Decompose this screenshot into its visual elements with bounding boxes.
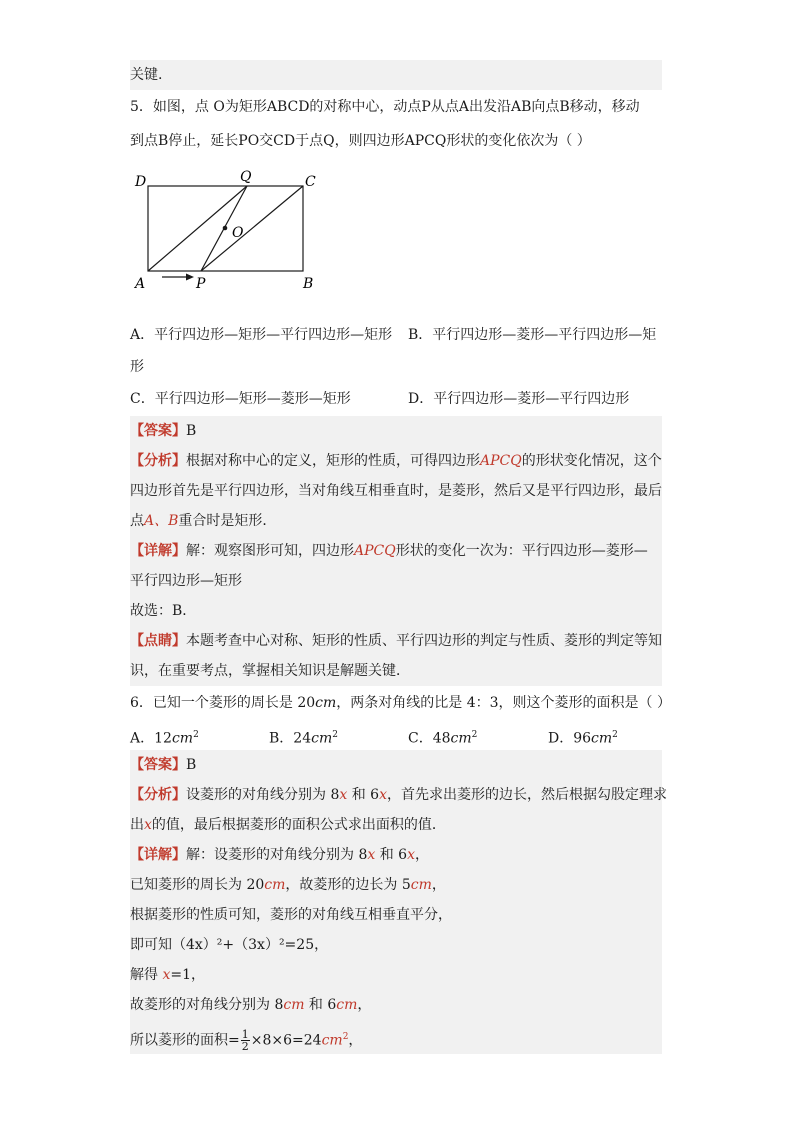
q5-answer: 【答案】B — [130, 423, 197, 439]
one-half-fraction: $\frac{1}{2}$ — [241, 1028, 249, 1054]
q6-analysis-line-2: 出x的值，最后根据菱形的面积公式求出面积的值． — [130, 817, 446, 833]
q6-stem: 6．已知一个菱形的周长是 20cm，两条对角线的比是 4：3，则这个菱形的面积是（ ） — [130, 695, 672, 711]
q5-options-row-2 — [130, 382, 662, 416]
document-page — [130, 60, 672, 1054]
q5-stem-line-1: 5．如图，点 O为矩形ABCD的对称中心，动点P从点A出发沿AB向点B移动，移动 — [130, 99, 640, 115]
q6-detail-line-4: 即可知（4x）²+（3x）²=25， — [130, 937, 329, 953]
q6-option-b: B．$24cm^2$ — [269, 730, 338, 747]
q6-options — [130, 720, 662, 750]
q5-detail-line-2: 平行四边形—矩形 — [130, 573, 242, 589]
q6-detail-line-3: 根据菱形的性质可知，菱形的对角线互相垂直平分， — [130, 907, 452, 923]
q5-option-b-wrap: 形 — [130, 359, 144, 375]
label-o: O — [232, 225, 244, 241]
q6-option-a: A．$12cm^2$ — [130, 730, 199, 747]
q6-detail-line-1: 【详解】解：设菱形的对角线分别为 8x 和 6x， — [130, 847, 429, 863]
q5-analysis-line-3: 点A、B重合时是矩形． — [130, 513, 277, 529]
q5-option-b: B．平行四边形—菱形—平行四边形—矩 — [408, 327, 657, 343]
q6-option-c: C．$48cm^2$ — [408, 730, 478, 747]
q5-choose: 故选：B． — [130, 603, 197, 619]
q5-option-a: A．平行四边形—矩形—平行四边形—矩形 — [130, 327, 393, 343]
q5-point-line-2: 识，在重要考点，掌握相关知识是解题关键． — [130, 663, 410, 679]
label-c: C — [305, 174, 316, 190]
q5-analysis-line-1: 【分析】根据对称中心的定义，矩形的性质，可得四边形APCQ的形状变化情况，这个 — [130, 453, 662, 469]
center-point-o — [223, 226, 228, 231]
q5-solution-block — [130, 416, 662, 686]
q6-answer: 【答案】B — [130, 757, 197, 773]
q6-solution-block — [130, 750, 667, 1054]
q5-analysis-line-2: 四边形首先是平行四边形，当对角线互相垂直时，是菱形，然后又是平行四边形，最后 — [130, 483, 662, 499]
segment-pc — [201, 186, 303, 271]
motion-arrow-head-icon — [186, 274, 194, 281]
q6-detail-line-7: 所以菱形的面积= $\frac{1}{2}$ $\times 8\times 6=24cm^2$， — [130, 1028, 363, 1054]
q5-rectangle-figure — [130, 164, 662, 314]
previous-question-tail: 关键. — [130, 60, 662, 90]
rectangle-diagram — [130, 164, 330, 314]
q6-detail-line-5: 解得 x=1， — [130, 967, 205, 983]
q6-detail-line-6: 故菱形的对角线分别为 8cm 和 6cm， — [130, 997, 372, 1013]
label-d: D — [135, 174, 147, 190]
q6-detail-line-2: 已知菱形的周长为 20cm，故菱形的边长为 5cm， — [130, 877, 446, 893]
q6-analysis-line-1: 【分析】设菱形的对角线分别为 8x 和 6x，首先求出菱形的边长，然后根据勾股定理求 — [130, 787, 667, 803]
label-q: Q — [240, 169, 252, 185]
q5-options-row-1 — [130, 318, 662, 352]
q6-option-d: D．$96cm^2$ — [548, 730, 618, 747]
label-p: P — [196, 276, 206, 292]
q5-stem-line-2: 到点B停止，延长PO交CD于点Q，则四边形APCQ形状的变化依次为（ ） — [130, 133, 591, 149]
q5-point-line-1: 【点睛】本题考查中心对称、矩形的性质、平行四边形的判定与性质、菱形的判定等知 — [130, 633, 662, 649]
label-b: B — [303, 276, 314, 292]
label-a: A — [135, 276, 146, 292]
q5-option-d: D．平行四边形—菱形—平行四边形 — [408, 391, 630, 407]
q5-detail-line-1: 【详解】解：观察图形可知，四边形APCQ形状的变化一次为：平行四边形—菱形— — [130, 543, 648, 559]
q5-option-c: C．平行四边形—矩形—菱形—矩形 — [130, 391, 351, 407]
